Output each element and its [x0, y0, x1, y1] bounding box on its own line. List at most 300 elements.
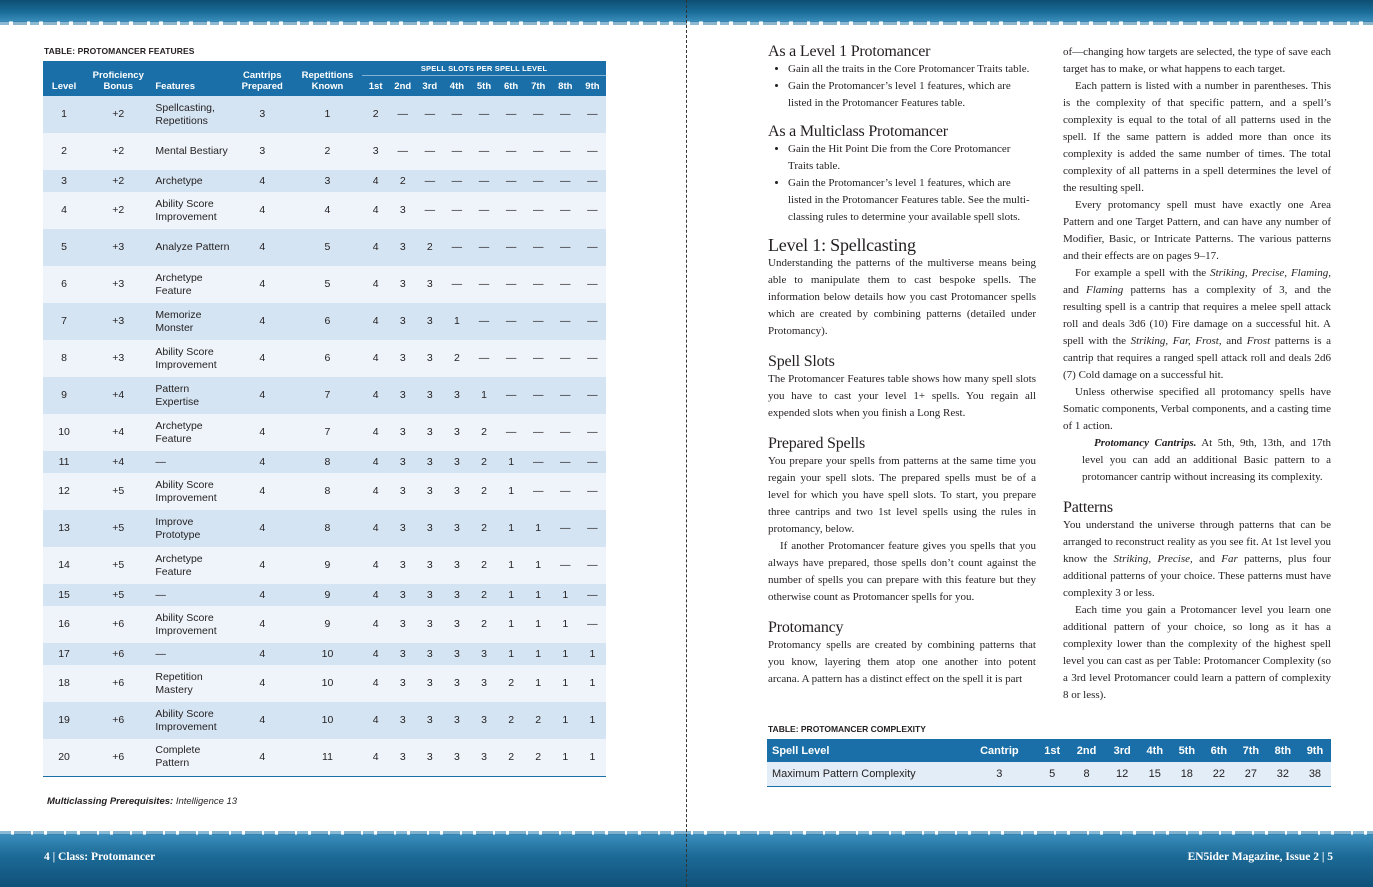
complexity-header: 5th [1171, 739, 1203, 762]
cell-feature: Archetype Feature [151, 414, 231, 451]
cell-repetitions: 9 [293, 584, 362, 606]
cell-slot: 3 [416, 451, 443, 473]
cell-slot: — [579, 473, 606, 510]
cell-slot: — [579, 510, 606, 547]
cell-slot: 3 [389, 643, 416, 665]
cell-proficiency: +4 [85, 451, 151, 473]
cell-slot: — [552, 473, 579, 510]
cell-slot: 4 [362, 606, 389, 643]
cell-slot: — [552, 377, 579, 414]
cell-slot: 3 [389, 192, 416, 229]
cell-proficiency: +2 [85, 133, 151, 170]
cell-slot: — [443, 229, 470, 266]
cell-level: 9 [43, 377, 85, 414]
table-row [43, 229, 606, 266]
right-column-2 [1063, 44, 1331, 704]
cell-slot: 3 [389, 547, 416, 584]
complexity-text: Each pattern is listed with a number in parentheses. This is the complexity of that specific pattern, and a spell’s complexity is equal to the total of all patterns used in the spell. If the same pattern is added more than once its complexity is added the same number of times. The total complexity of all patterns in a spell determines the level of the resulting spell. [1063, 80, 1331, 194]
protomancy-continued: of—changing how targets are selected, the type of save each target has to make, or what happens to each target. [1063, 46, 1331, 75]
features-table [43, 61, 606, 777]
complexity-header: 1st [1037, 739, 1068, 762]
complexity-value: 5 [1037, 762, 1068, 787]
cell-slot: 2 [362, 96, 389, 133]
cell-proficiency: +5 [85, 473, 151, 510]
cell-slot: 3 [389, 414, 416, 451]
cell-slot: 1 [552, 739, 579, 776]
cell-slot: 1 [552, 702, 579, 739]
cell-slot: — [470, 229, 497, 266]
cell-cantrips: 4 [232, 451, 293, 473]
left-page-footer: 4 | Class: Protomancer [44, 851, 156, 863]
cell-proficiency: +3 [85, 303, 151, 340]
cell-slot: — [416, 133, 443, 170]
cell-slot: — [525, 229, 552, 266]
cell-repetitions: 5 [293, 266, 362, 303]
cell-repetitions: 2 [293, 133, 362, 170]
multiclass-bullet: • Gain the Hit Point Die from the Core Protomancer Traits table. [788, 141, 1036, 175]
cell-feature: Ability Score Improvement [151, 340, 231, 377]
cell-slot: 3 [443, 414, 470, 451]
multiclass-note: Multiclassing Prerequisites: Intelligence 13 [47, 796, 238, 807]
cell-slot: — [389, 133, 416, 170]
cell-slot: — [579, 606, 606, 643]
cell-slot: — [525, 133, 552, 170]
complexity-row-label: Maximum Pattern Complexity [767, 762, 962, 787]
cell-proficiency: +2 [85, 170, 151, 192]
cell-cantrips: 4 [232, 377, 293, 414]
cell-level: 17 [43, 643, 85, 665]
table-row [43, 96, 606, 133]
cell-slot: — [498, 266, 525, 303]
cell-slot: 4 [362, 547, 389, 584]
complexity-value: 32 [1267, 762, 1299, 787]
complexity-table [767, 739, 1331, 787]
cell-slot: — [525, 170, 552, 192]
cell-level: 2 [43, 133, 85, 170]
cell-level: 16 [43, 606, 85, 643]
cell-repetitions: 11 [293, 739, 362, 776]
cell-feature: Complete Pattern [151, 739, 231, 776]
cell-repetitions: 6 [293, 303, 362, 340]
cell-slot: 2 [525, 739, 552, 776]
cell-slot: — [552, 133, 579, 170]
cell-slot: — [579, 192, 606, 229]
cell-slot: 2 [470, 584, 497, 606]
cell-slot: 3 [389, 377, 416, 414]
cell-slot: 4 [362, 584, 389, 606]
cell-proficiency: +3 [85, 266, 151, 303]
cell-repetitions: 10 [293, 702, 362, 739]
complexity-value: 12 [1106, 762, 1139, 787]
table-row [43, 702, 606, 739]
cell-slot: — [525, 414, 552, 451]
cell-proficiency: +4 [85, 414, 151, 451]
cell-slot: 3 [416, 643, 443, 665]
cell-slot: 2 [416, 229, 443, 266]
cell-slot: 1 [579, 643, 606, 665]
cell-level: 10 [43, 414, 85, 451]
complexity-value: 22 [1203, 762, 1235, 787]
cell-slot: 1 [525, 643, 552, 665]
page-divider [686, 0, 687, 887]
cell-feature: Memorize Monster [151, 303, 231, 340]
cell-level: 4 [43, 192, 85, 229]
cell-proficiency: +6 [85, 739, 151, 776]
cell-proficiency: +2 [85, 192, 151, 229]
cell-feature: Analyze Pattern [151, 229, 231, 266]
cell-repetitions: 9 [293, 547, 362, 584]
unless-text: Unless otherwise specified all protomancy spells have Somatic components, Verbal components, and a casting time of 1 action. [1063, 386, 1331, 432]
spellcasting-text: Understanding the patterns of the multiverse means being able to manipulate them to cast bespoke spells. The information below details how you cast Protomancer spells which are created by combining patterns (detailed under Protomancy). [768, 257, 1036, 337]
header-slot: 1st [362, 76, 389, 97]
cell-slot: 3 [389, 340, 416, 377]
table-row [43, 340, 606, 377]
cell-feature: Spellcasting, Repetitions [151, 96, 231, 133]
heading-multiclass: As a Multiclass Protomancer [768, 123, 948, 140]
cell-slot: — [443, 266, 470, 303]
cell-slot: — [579, 96, 606, 133]
header-level: Level [43, 61, 85, 96]
cell-slot: — [525, 451, 552, 473]
cell-level: 20 [43, 739, 85, 776]
level1-bullet: • Gain all the traits in the Core Protomancer Traits table. [788, 61, 1036, 78]
cell-cantrips: 4 [232, 547, 293, 584]
cell-level: 18 [43, 665, 85, 702]
cell-slot: 3 [443, 606, 470, 643]
cell-slot: 3 [443, 451, 470, 473]
cell-level: 15 [43, 584, 85, 606]
cell-slot: 3 [416, 606, 443, 643]
cell-slot: — [498, 414, 525, 451]
cell-slot: 3 [416, 665, 443, 702]
cell-slot: — [525, 473, 552, 510]
cell-slot: 1 [579, 702, 606, 739]
cell-repetitions: 8 [293, 473, 362, 510]
cell-cantrips: 4 [232, 192, 293, 229]
cell-slot: 4 [362, 266, 389, 303]
header-slot: 8th [552, 76, 579, 97]
cell-slot: 4 [362, 702, 389, 739]
cell-slot: — [498, 377, 525, 414]
cell-slot: 3 [389, 473, 416, 510]
cell-slot: 1 [498, 510, 525, 547]
cell-slot: — [552, 414, 579, 451]
cell-slot: — [552, 340, 579, 377]
cell-slot: 1 [552, 665, 579, 702]
cell-slot: — [579, 340, 606, 377]
cell-slot: — [443, 96, 470, 133]
cell-slot: — [416, 192, 443, 229]
table-row [43, 414, 606, 451]
example-text: For example a spell with the Striking, Precise, Flaming, and Flaming patterns has a complexity of 3, and the resulting spell is a cantrip that requires a melee spell attack roll and deals 3d6 (10) Fire damage on a successful hit. A spell with the Striking, Far, Frost, and Frost patterns is a cantrip that requires a ranged spell attack roll and deals 2d6 (7) Cold damage on a successful hit. [1063, 267, 1331, 381]
cell-slot: — [579, 266, 606, 303]
complexity-header: 6th [1203, 739, 1235, 762]
cell-slot: 1 [498, 606, 525, 643]
cell-slot: — [579, 303, 606, 340]
cell-slot: — [579, 451, 606, 473]
cell-slot: 3 [443, 665, 470, 702]
table-row [43, 739, 606, 776]
cell-repetitions: 8 [293, 510, 362, 547]
complexity-header: 3rd [1106, 739, 1139, 762]
cell-feature: Archetype Feature [151, 547, 231, 584]
cell-slot: 3 [389, 303, 416, 340]
cell-slot: — [552, 547, 579, 584]
cell-slot: 3 [443, 547, 470, 584]
cell-slot: — [525, 96, 552, 133]
cell-slot: — [470, 170, 497, 192]
cell-level: 5 [43, 229, 85, 266]
cell-slot: 2 [470, 510, 497, 547]
cell-repetitions: 7 [293, 414, 362, 451]
cell-level: 1 [43, 96, 85, 133]
cell-slot: 3 [470, 702, 497, 739]
cell-slot: 1 [525, 606, 552, 643]
cell-slot: — [389, 96, 416, 133]
cell-cantrips: 3 [232, 96, 293, 133]
cell-slot: 4 [362, 643, 389, 665]
cell-feature: — [151, 451, 231, 473]
cell-slot: 1 [579, 739, 606, 776]
cell-slot: — [470, 96, 497, 133]
cell-slot: 3 [416, 414, 443, 451]
cell-feature: Repetition Mastery [151, 665, 231, 702]
cell-slot: 2 [443, 340, 470, 377]
cell-slot: 4 [362, 451, 389, 473]
cell-proficiency: +2 [85, 96, 151, 133]
cell-slot: 3 [389, 584, 416, 606]
cell-repetitions: 8 [293, 451, 362, 473]
heading-patterns: Patterns [1063, 499, 1113, 516]
cell-cantrips: 4 [232, 266, 293, 303]
header-features: Features [151, 61, 231, 96]
cell-slot: — [552, 266, 579, 303]
table-row [43, 303, 606, 340]
features-table-caption: TABLE: PROTOMANCER FEATURES [44, 46, 195, 56]
cell-slot: — [552, 96, 579, 133]
header-slot: 9th [579, 76, 606, 97]
cell-level: 3 [43, 170, 85, 192]
cell-level: 7 [43, 303, 85, 340]
cell-slot: 3 [443, 510, 470, 547]
cell-slot: — [443, 133, 470, 170]
cell-level: 13 [43, 510, 85, 547]
table-row [43, 377, 606, 414]
heading-spell-slots: Spell Slots [768, 353, 835, 370]
cell-slot: — [470, 266, 497, 303]
cell-slot: 4 [362, 303, 389, 340]
cell-slot: 3 [416, 303, 443, 340]
cell-slot: 3 [416, 377, 443, 414]
cell-feature: Pattern Expertise [151, 377, 231, 414]
cell-slot: 4 [362, 510, 389, 547]
complexity-value: 27 [1235, 762, 1267, 787]
complexity-header-label: Spell Level [767, 739, 962, 762]
cell-slot: — [498, 229, 525, 266]
cell-slot: — [552, 170, 579, 192]
cell-slot: — [416, 96, 443, 133]
right-page-footer: EN5ider Magazine, Issue 2 | 5 [1187, 851, 1333, 863]
multiclass-bullet: • Gain the Protomancer’s level 1 features, which are listed in the Protomancer Features table. See the multi-classing rules to determine your available spell slots. [788, 175, 1036, 226]
cell-cantrips: 4 [232, 340, 293, 377]
cell-slot: — [579, 547, 606, 584]
cell-slot: — [552, 192, 579, 229]
table-row [43, 510, 606, 547]
cell-cantrips: 4 [232, 739, 293, 776]
cell-slot: 4 [362, 340, 389, 377]
cell-proficiency: +4 [85, 377, 151, 414]
cell-slot: 3 [416, 547, 443, 584]
complexity-value: 3 [962, 762, 1037, 787]
cell-slot: 4 [362, 229, 389, 266]
cell-feature: Ability Score Improvement [151, 606, 231, 643]
cell-slot: 1 [525, 510, 552, 547]
each-level-text: Each time you gain a Protomancer level you learn one additional pattern of your choice, so long as it has a complexity lower than the complexity of the highest spell level you can cast as per Table: Protomancer Complexity (so a 3rd level Protomancer could learn a pattern of complexity 8 or less). [1063, 604, 1331, 701]
cell-cantrips: 4 [232, 229, 293, 266]
cell-proficiency: +3 [85, 340, 151, 377]
cell-feature: Ability Score Improvement [151, 192, 231, 229]
cell-slot: 2 [498, 739, 525, 776]
cell-level: 19 [43, 702, 85, 739]
cell-slot: — [498, 303, 525, 340]
cell-slot: 4 [362, 739, 389, 776]
cell-level: 11 [43, 451, 85, 473]
complexity-header: 8th [1267, 739, 1299, 762]
cell-slot: 1 [525, 584, 552, 606]
cell-cantrips: 4 [232, 665, 293, 702]
cell-cantrips: 4 [232, 606, 293, 643]
cell-repetitions: 6 [293, 340, 362, 377]
cell-cantrips: 4 [232, 584, 293, 606]
cell-feature: Archetype Feature [151, 266, 231, 303]
cell-repetitions: 9 [293, 606, 362, 643]
cell-proficiency: +3 [85, 229, 151, 266]
cell-slot: 1 [498, 643, 525, 665]
cell-slot: 2 [525, 702, 552, 739]
cell-proficiency: +5 [85, 510, 151, 547]
complexity-header: 9th [1299, 739, 1331, 762]
table-row [43, 451, 606, 473]
heading-level1: As a Level 1 Protomancer [768, 43, 931, 60]
table-row [43, 473, 606, 510]
cell-level: 6 [43, 266, 85, 303]
cell-slot: — [498, 96, 525, 133]
table-row [43, 643, 606, 665]
cell-slot: 3 [443, 473, 470, 510]
cell-slot: — [498, 133, 525, 170]
cell-slot: 2 [498, 702, 525, 739]
cell-slot: 3 [389, 739, 416, 776]
cell-slot: — [470, 340, 497, 377]
cell-slot: 1 [552, 606, 579, 643]
cell-slot: 3 [389, 451, 416, 473]
header-slot: 2nd [389, 76, 416, 97]
table-row [43, 170, 606, 192]
cantrips-feature-text: Protomancy Cantrips. At 5th, 9th, 13th, and 17th level you can add an additional Basic pattern to a protomancer cantrip without increasing its complexity. [1082, 437, 1332, 483]
cell-proficiency: +6 [85, 665, 151, 702]
every-spell-text: Every protomancy spell must have exactly one Area Pattern and one Target Pattern, and can have any number of Modifier, Basic, or Intricate Patterns. The various patterns and their effects are on pages 9–17. [1063, 199, 1331, 262]
cell-level: 8 [43, 340, 85, 377]
cell-slot: 1 [552, 584, 579, 606]
cell-repetitions: 4 [293, 192, 362, 229]
cell-cantrips: 4 [232, 510, 293, 547]
cell-slot: 3 [389, 266, 416, 303]
header-slot: 4th [443, 76, 470, 97]
complexity-header: 4th [1139, 739, 1171, 762]
cell-slot: — [552, 510, 579, 547]
cell-slot: — [579, 377, 606, 414]
cell-slot: 3 [389, 702, 416, 739]
cell-feature: Ability Score Improvement [151, 702, 231, 739]
cell-level: 14 [43, 547, 85, 584]
cell-cantrips: 4 [232, 414, 293, 451]
cell-slot: 3 [389, 606, 416, 643]
cell-proficiency: +6 [85, 606, 151, 643]
cell-feature: Ability Score Improvement [151, 473, 231, 510]
cell-slot: 1 [525, 665, 552, 702]
cell-slot: 3 [389, 229, 416, 266]
table-row [43, 606, 606, 643]
cell-cantrips: 4 [232, 643, 293, 665]
cell-slot: — [552, 303, 579, 340]
header-slot: 5th [470, 76, 497, 97]
protomancy-text: Protomancy spells are created by combining patterns that you know, layering them atop one another into potent arcana. A pattern has a distinct effect on the spell it is part [768, 639, 1036, 685]
cell-slot: — [525, 340, 552, 377]
cell-slot: — [416, 170, 443, 192]
header-slot: 3rd [416, 76, 443, 97]
cell-cantrips: 4 [232, 702, 293, 739]
complexity-header: Cantrip [962, 739, 1037, 762]
cell-slot: 2 [470, 547, 497, 584]
header-cantrips: Cantrips Prepared [232, 61, 293, 96]
cell-slot: 2 [470, 414, 497, 451]
prepared-text-1: You prepare your spells from patterns at the same time you regain your spell slots. The prepared spells must be of a level for which you have spell slots. To start, you prepare three cantrips and two 1st level spells using the rules in protomancy, below. [768, 455, 1036, 535]
header-repetitions: Repetitions Known [293, 61, 362, 96]
table-row [43, 133, 606, 170]
cell-slot: — [443, 192, 470, 229]
cell-feature: Mental Bestiary [151, 133, 231, 170]
header-slot: 6th [498, 76, 525, 97]
cell-slot: 3 [389, 510, 416, 547]
cell-proficiency: +6 [85, 643, 151, 665]
cell-slot: 2 [470, 451, 497, 473]
table-row [43, 547, 606, 584]
table-row [43, 192, 606, 229]
complexity-value: 15 [1139, 762, 1171, 787]
table-row [43, 584, 606, 606]
complexity-value: 38 [1299, 762, 1331, 787]
cell-slot: — [470, 303, 497, 340]
cell-cantrips: 4 [232, 473, 293, 510]
complexity-table-caption: TABLE: PROTOMANCER COMPLEXITY [768, 724, 926, 734]
cell-slot: — [498, 192, 525, 229]
cell-slot: 4 [362, 414, 389, 451]
cell-repetitions: 10 [293, 665, 362, 702]
spell-slots-text: The Protomancer Features table shows how many spell slots you have to cast your level 1+ spells. You regain all expended slots when you finish a Long Rest. [768, 373, 1036, 419]
cell-slot: — [470, 133, 497, 170]
cell-slot: 4 [362, 192, 389, 229]
complexity-value: 8 [1068, 762, 1106, 787]
cell-slot: — [525, 377, 552, 414]
cell-slot: — [525, 192, 552, 229]
cell-slot: — [552, 451, 579, 473]
cell-slot: — [579, 584, 606, 606]
cell-slot: 1 [443, 303, 470, 340]
cell-slot: 3 [470, 643, 497, 665]
cell-slot: — [498, 170, 525, 192]
cell-slot: — [552, 229, 579, 266]
cell-proficiency: +5 [85, 584, 151, 606]
